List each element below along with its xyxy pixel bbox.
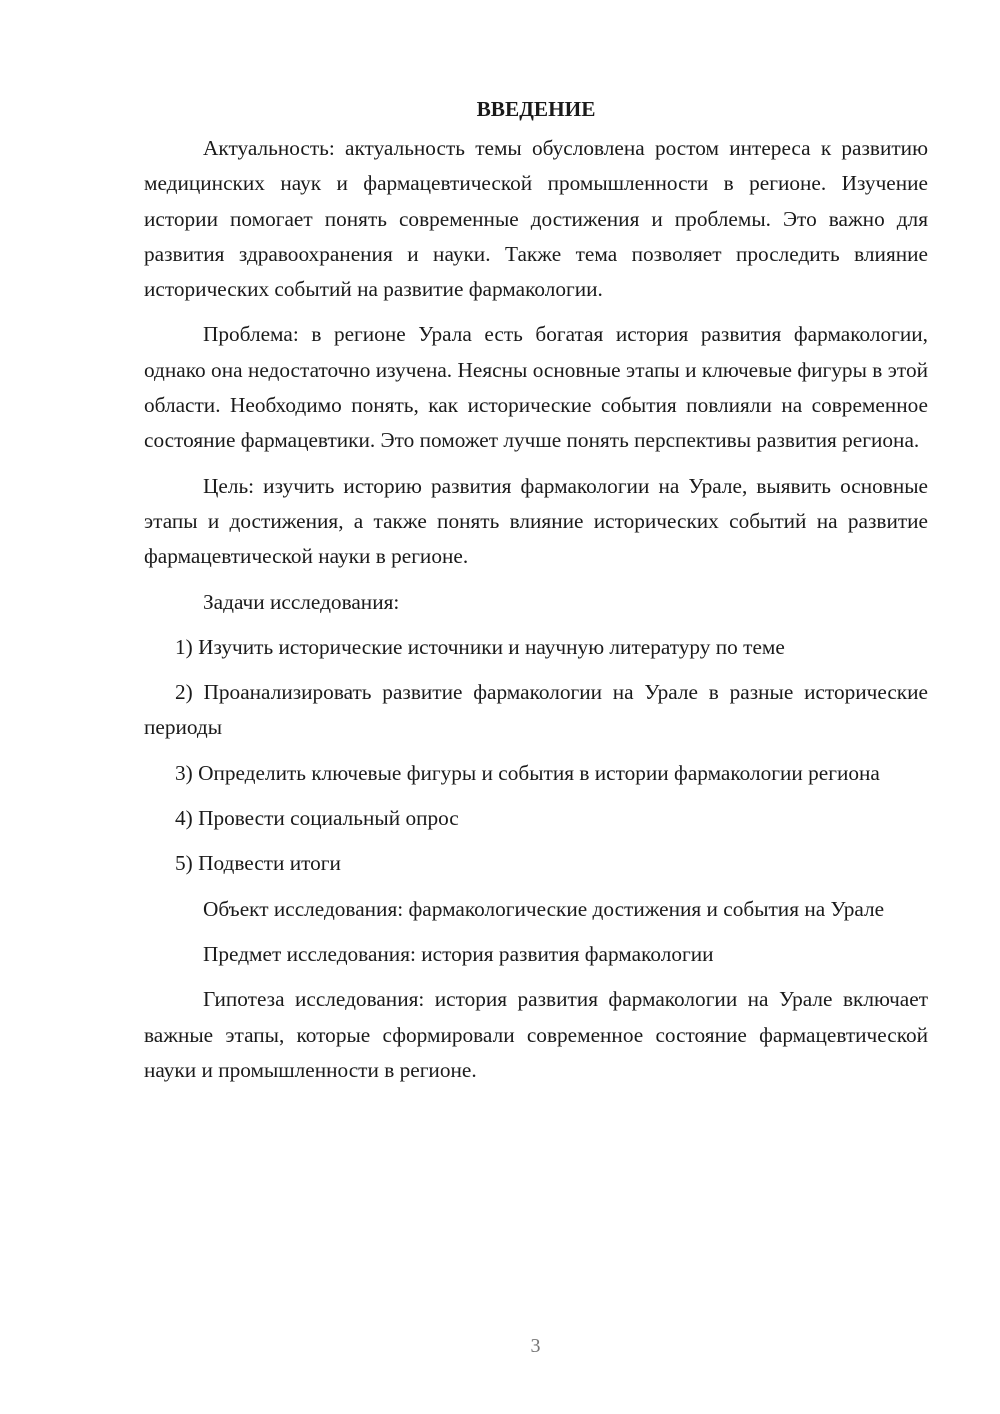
paragraph-relevance: Актуальность: актуальность темы обусловлена ростом интереса к развитию медицинских наук и фармацевтической промышленности в регионе. Изучение истории помогает понять современные достижения и проблемы. Это важно для развития здравоохранения и науки. Также тема позволяет проследить влияние исторических событий на развитие фармакологии.	[144, 136, 928, 302]
tasks-heading: Задачи исследования:	[203, 589, 400, 614]
task-item-3: 3) Определить ключевые фигуры и события в истории фармакологии региона	[175, 760, 880, 785]
page-number: 3	[530, 1335, 541, 1357]
section-title: ВВЕДЕНИЕ	[476, 97, 596, 121]
task-item-4: 4) Провести социальный опрос	[175, 806, 459, 831]
paragraph-problem: Проблема: в регионе Урала есть богатая история развития фармакологии, однако она недостаточно изучена. Неясны основные этапы и ключевые фигуры в этой области. Необходимо понять, как исторические события повлияли на современное состояние фармацевтики. Это поможет лучше понять перспективы развития региона.	[144, 322, 928, 453]
task-item-2: 2) Проанализировать развитие фармакологии на Урале в разные исторические периоды	[144, 680, 928, 740]
paragraph-object: Объект исследования: фармакологические достижения и события на Урале	[203, 896, 885, 921]
paragraph-goal: Цель: изучить историю развития фармакологии на Урале, выявить основные этапы и достижения, а также понять влияние исторических событий на развитие фармацевтической науки в регионе.	[144, 473, 928, 569]
task-item-5: 5) Подвести итоги	[175, 851, 341, 876]
task-item-1: 1) Изучить исторические источники и научную литературу по теме	[175, 634, 785, 659]
paragraph-hypothesis: Гипотеза исследования: история развития фармакологии на Урале включает важные этапы, которые сформировали современное состояние фармацевтической науки и промышленности в регионе.	[144, 987, 928, 1082]
document-page	[144, 92, 928, 1098]
paragraph-subject: Предмет исследования: история развития фармакологии	[203, 941, 714, 966]
